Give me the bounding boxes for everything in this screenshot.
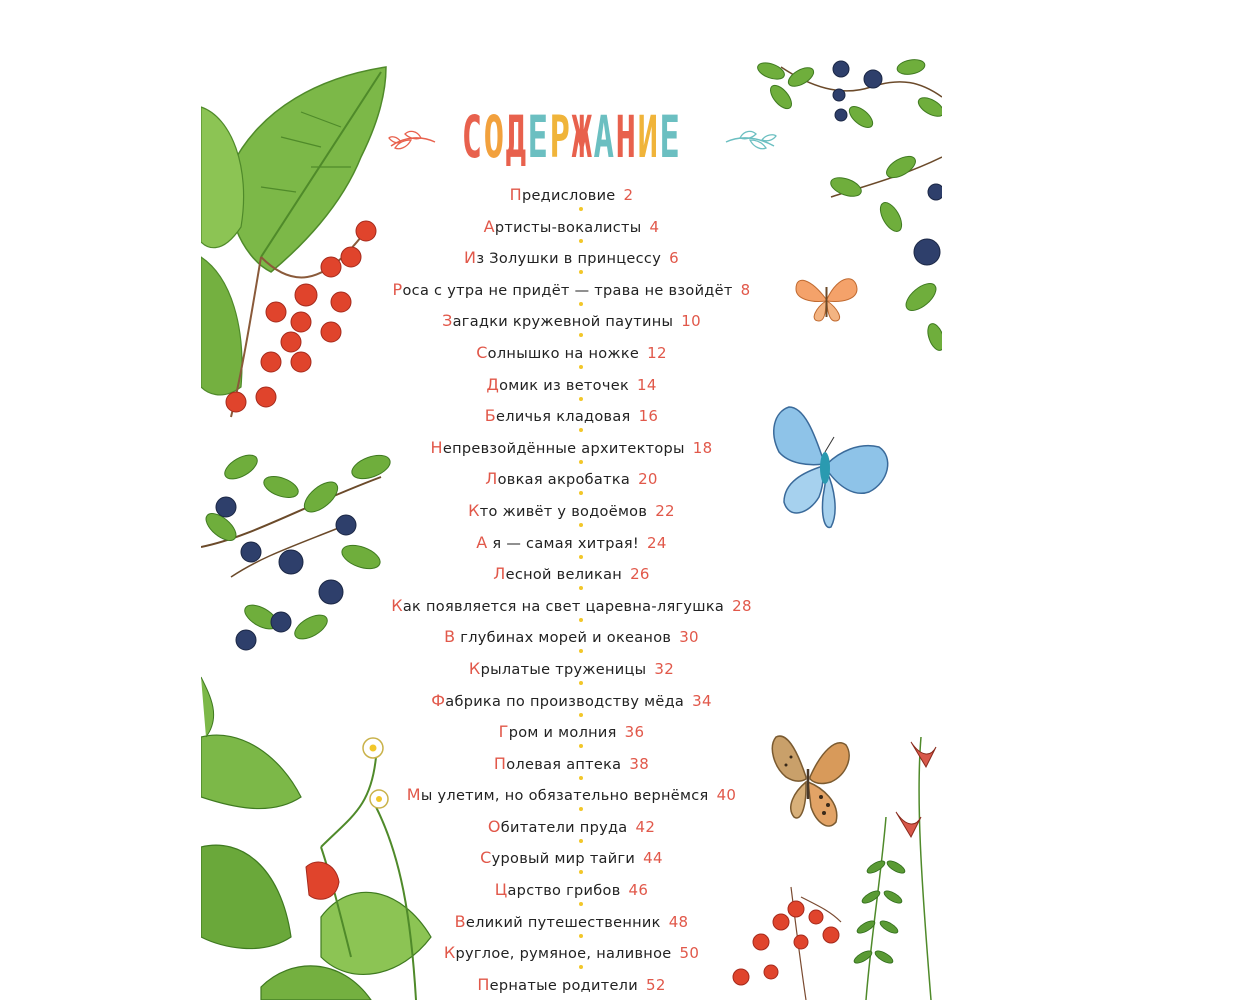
toc-entry-title: В глубинах морей и океанов <box>444 627 672 647</box>
toc-separator-dot <box>579 555 583 559</box>
toc-separator-dot <box>579 649 583 653</box>
toc-entry[interactable] <box>201 280 942 312</box>
toc-entry[interactable] <box>201 185 942 217</box>
toc-entry[interactable] <box>201 564 942 596</box>
toc-entry[interactable] <box>201 343 942 375</box>
toc-entry-title: Лесной великан <box>493 564 623 584</box>
toc-entry[interactable] <box>201 438 942 470</box>
toc-separator-dot <box>579 523 583 527</box>
toc-entry-page-number: 4 <box>649 217 660 236</box>
toc-entry-page-number: 40 <box>716 786 737 805</box>
toc-separator-dot <box>579 397 583 401</box>
page-title-text <box>462 100 682 175</box>
toc-separator-dot <box>579 207 583 211</box>
toc-entry[interactable] <box>201 406 942 438</box>
toc-entry[interactable] <box>201 311 942 343</box>
toc-entry[interactable] <box>201 217 942 249</box>
toc-entry[interactable] <box>201 975 942 1000</box>
toc-entry-title: Роса с утра не придёт — трава не взойдёт <box>392 279 733 299</box>
title-letter: И <box>637 103 660 171</box>
toc-entry-page-number: 52 <box>645 975 666 994</box>
toc-separator-dot <box>579 365 583 369</box>
toc-separator-dot <box>579 902 583 906</box>
toc-separator-dot <box>579 965 583 969</box>
toc-entry-title: А я — самая хитрая! <box>476 532 640 552</box>
toc-separator-dot <box>579 491 583 495</box>
toc-entry-title: Предисловие <box>509 185 616 204</box>
table-of-contents <box>201 185 942 1000</box>
page-title <box>201 103 942 177</box>
toc-entry[interactable] <box>201 691 942 723</box>
toc-separator-dot <box>579 744 583 748</box>
toc-entry-page-number: 2 <box>623 186 634 204</box>
title-letter: А <box>593 103 616 171</box>
title-flourish-right-icon <box>724 122 779 162</box>
toc-entry[interactable] <box>201 880 942 912</box>
toc-entry[interactable] <box>201 817 942 849</box>
toc-entry-page-number: 50 <box>679 944 700 963</box>
toc-entry-page-number: 16 <box>638 407 659 426</box>
toc-entry-page-number: 26 <box>630 565 650 584</box>
toc-entry-title: Обитатели пруда <box>487 816 628 836</box>
toc-entry[interactable] <box>201 375 942 407</box>
toc-entry-title: Домик из веточек <box>486 374 629 394</box>
toc-separator-dot <box>579 807 583 811</box>
toc-separator-dot <box>579 776 583 780</box>
toc-entry-title: Из Золушки в принцессу <box>464 248 662 268</box>
toc-entry-page-number: 28 <box>732 596 752 615</box>
toc-separator-dot <box>579 839 583 843</box>
toc-entry-title: Мы улетим, но обязательно вернёмся <box>406 785 709 805</box>
toc-entry[interactable] <box>201 722 942 754</box>
toc-entry-title: Беличья кладовая <box>484 406 631 426</box>
toc-entry-page-number: 8 <box>740 280 751 299</box>
toc-separator-dot <box>579 681 583 685</box>
toc-separator-dot <box>579 239 583 243</box>
toc-entry-title: Ловкая акробатка <box>485 469 631 489</box>
toc-separator-dot <box>579 870 583 874</box>
toc-entry-title: Круглое, румяное, наливное <box>443 943 672 963</box>
toc-entry[interactable] <box>201 754 942 786</box>
toc-entry-title: Артисты-вокалисты <box>483 216 642 236</box>
title-letter: С <box>461 103 484 171</box>
title-letter: О <box>483 103 506 171</box>
toc-entry-page-number: 24 <box>647 533 667 552</box>
title-letter: Н <box>615 103 638 171</box>
toc-entry-page-number: 36 <box>624 723 645 742</box>
toc-entry-title: Суровый мир тайги <box>480 848 636 868</box>
toc-separator-dot <box>579 934 583 938</box>
toc-entry-title: Царство грибов <box>494 880 621 900</box>
toc-entry[interactable] <box>201 912 942 944</box>
toc-entry-page-number: 46 <box>628 881 649 900</box>
toc-entry-title: Фабрика по производству мёда <box>431 690 685 710</box>
toc-entry-page-number: 48 <box>668 912 689 931</box>
title-letter: Д <box>505 103 528 171</box>
toc-entry-title: Кто живёт у водоёмов <box>468 500 648 520</box>
toc-entry-page-number: 32 <box>654 659 675 678</box>
toc-entry[interactable] <box>201 596 942 628</box>
title-letter: Е <box>527 103 550 171</box>
toc-entry[interactable] <box>201 848 942 880</box>
toc-entry-page-number: 22 <box>655 501 675 520</box>
title-letter: Е <box>659 103 682 171</box>
toc-entry-page-number: 12 <box>647 343 667 362</box>
toc-entry-title: Пернатые родители <box>477 974 638 994</box>
toc-entry[interactable] <box>201 533 942 565</box>
title-letter: Ж <box>571 103 594 171</box>
toc-entry-title: Непревзойдённые архитекторы <box>430 437 685 457</box>
toc-entry[interactable] <box>201 627 942 659</box>
toc-separator-dot <box>579 618 583 622</box>
toc-entry[interactable] <box>201 248 942 280</box>
toc-entry[interactable] <box>201 785 942 817</box>
toc-entry-page-number: 18 <box>692 438 713 457</box>
toc-entry-title: Гром и молния <box>498 722 617 742</box>
toc-entry-page-number: 10 <box>681 312 701 331</box>
toc-entry-page-number: 42 <box>635 817 656 836</box>
toc-entry-title: Солнышко на ножке <box>476 342 640 362</box>
toc-entry-page-number: 6 <box>669 249 679 268</box>
title-letter: Р <box>549 103 572 171</box>
toc-entry-title: Крылатые труженицы <box>468 658 647 678</box>
toc-entry-page-number: 14 <box>637 375 657 394</box>
toc-entry-page-number: 44 <box>643 849 663 868</box>
toc-entry-page-number: 20 <box>638 470 658 489</box>
toc-entry-title: Полевая аптека <box>493 753 622 773</box>
toc-separator-dot <box>579 333 583 337</box>
toc-entry[interactable] <box>201 501 942 533</box>
toc-entry-title: Загадки кружевной паутины <box>442 311 674 331</box>
toc-entry-title: Как появляется на свет царевна-лягушка <box>391 595 725 615</box>
toc-separator-dot <box>579 302 583 306</box>
toc-entry[interactable] <box>201 469 942 501</box>
toc-entry-page-number: 38 <box>629 754 650 773</box>
toc-separator-dot <box>579 713 583 717</box>
toc-separator-dot <box>579 428 583 432</box>
toc-entry[interactable] <box>201 943 942 975</box>
toc-entry-page-number: 30 <box>679 628 699 647</box>
toc-entry[interactable] <box>201 659 942 691</box>
toc-entry-title: Великий путешественник <box>454 911 661 931</box>
toc-separator-dot <box>579 586 583 590</box>
toc-separator-dot <box>579 460 583 464</box>
book-page <box>201 57 942 1000</box>
toc-entry-page-number: 34 <box>692 691 712 710</box>
toc-separator-dot <box>579 270 583 274</box>
